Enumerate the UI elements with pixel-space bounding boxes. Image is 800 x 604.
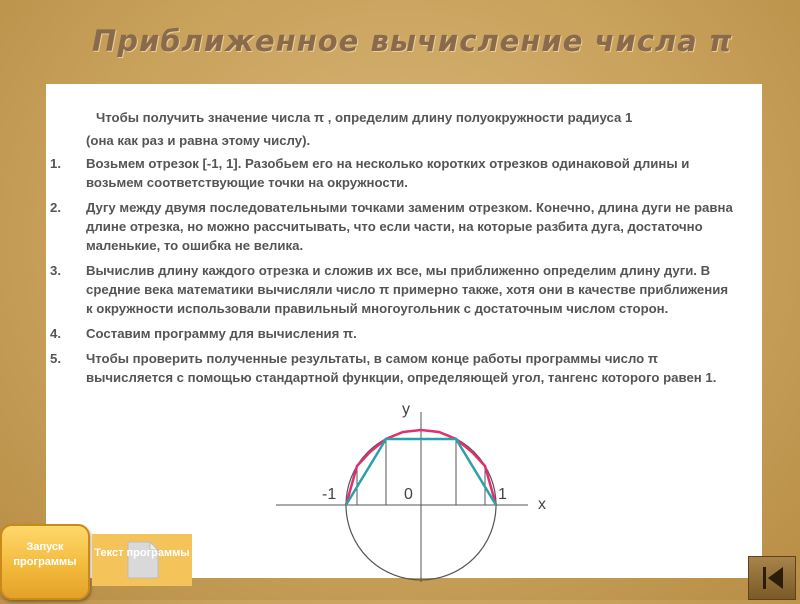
step-text: Дугу между двумя последовательными точками заменим отрезком. Конечно, длина дуги не равна длине отрезка, но можно рассчитывать, что если части, на которые разбита дуга, достаточно маленькие, то ошибка не велика. (86, 200, 733, 253)
steps-list (46, 154, 736, 387)
neg-one-label: -1 (322, 486, 337, 503)
run-program-button[interactable] (0, 524, 90, 600)
one-label: 1 (498, 486, 507, 503)
program-text-label: Текст программы (94, 547, 190, 559)
program-text-button[interactable] (92, 534, 192, 586)
step-number: 2. (50, 200, 61, 215)
step-text: Составим программу для вычисления π. (86, 326, 357, 341)
list-item (46, 198, 736, 255)
step-text: Возьмем отрезок [-1, 1]. Разобьем его на несколько коротких отрезков одинаковой длины и возьмем соответствующие точки на окружности. (86, 156, 690, 190)
y-label: y (402, 401, 410, 418)
circle-diagram (266, 392, 626, 582)
step-text: Чтобы проверить полученные результаты, в самом конце работы программы число π вычисляется с помощью стандартной функции, определяющей угол, тангенс которого равен 1. (86, 351, 717, 385)
step-text: Вычислив длину каждого отрезка и сложив их все, мы приближенно определим длину дуги. В средние века математики вычисляли число π примерно также, хотя они в качестве приближения к окружности использовали правильный многоугольник с достаточным числом сторон. (86, 263, 729, 316)
list-item (46, 154, 736, 192)
step-number: 3. (50, 263, 61, 278)
step-number: 5. (50, 351, 61, 366)
list-item (46, 261, 736, 318)
list-item (46, 324, 736, 343)
content-panel (46, 84, 762, 578)
run-program-label: Запуск программы (13, 541, 77, 568)
step-number: 4. (50, 326, 61, 341)
zero-label: 0 (404, 486, 413, 503)
text-block (46, 108, 736, 393)
list-item (46, 349, 736, 387)
step-number: 1. (50, 156, 61, 171)
back-nav-button[interactable] (748, 556, 796, 600)
intro-line-2: (она как раз и равна этому числу). (86, 133, 311, 148)
x-label: x (538, 496, 546, 513)
slide-title: Приближенное вычисление числа π (92, 24, 733, 58)
back-arrow-icon (749, 557, 795, 599)
intro-line-1: Чтобы получить значение числа π , определим длину полуокружности радиуса 1 (96, 110, 633, 125)
